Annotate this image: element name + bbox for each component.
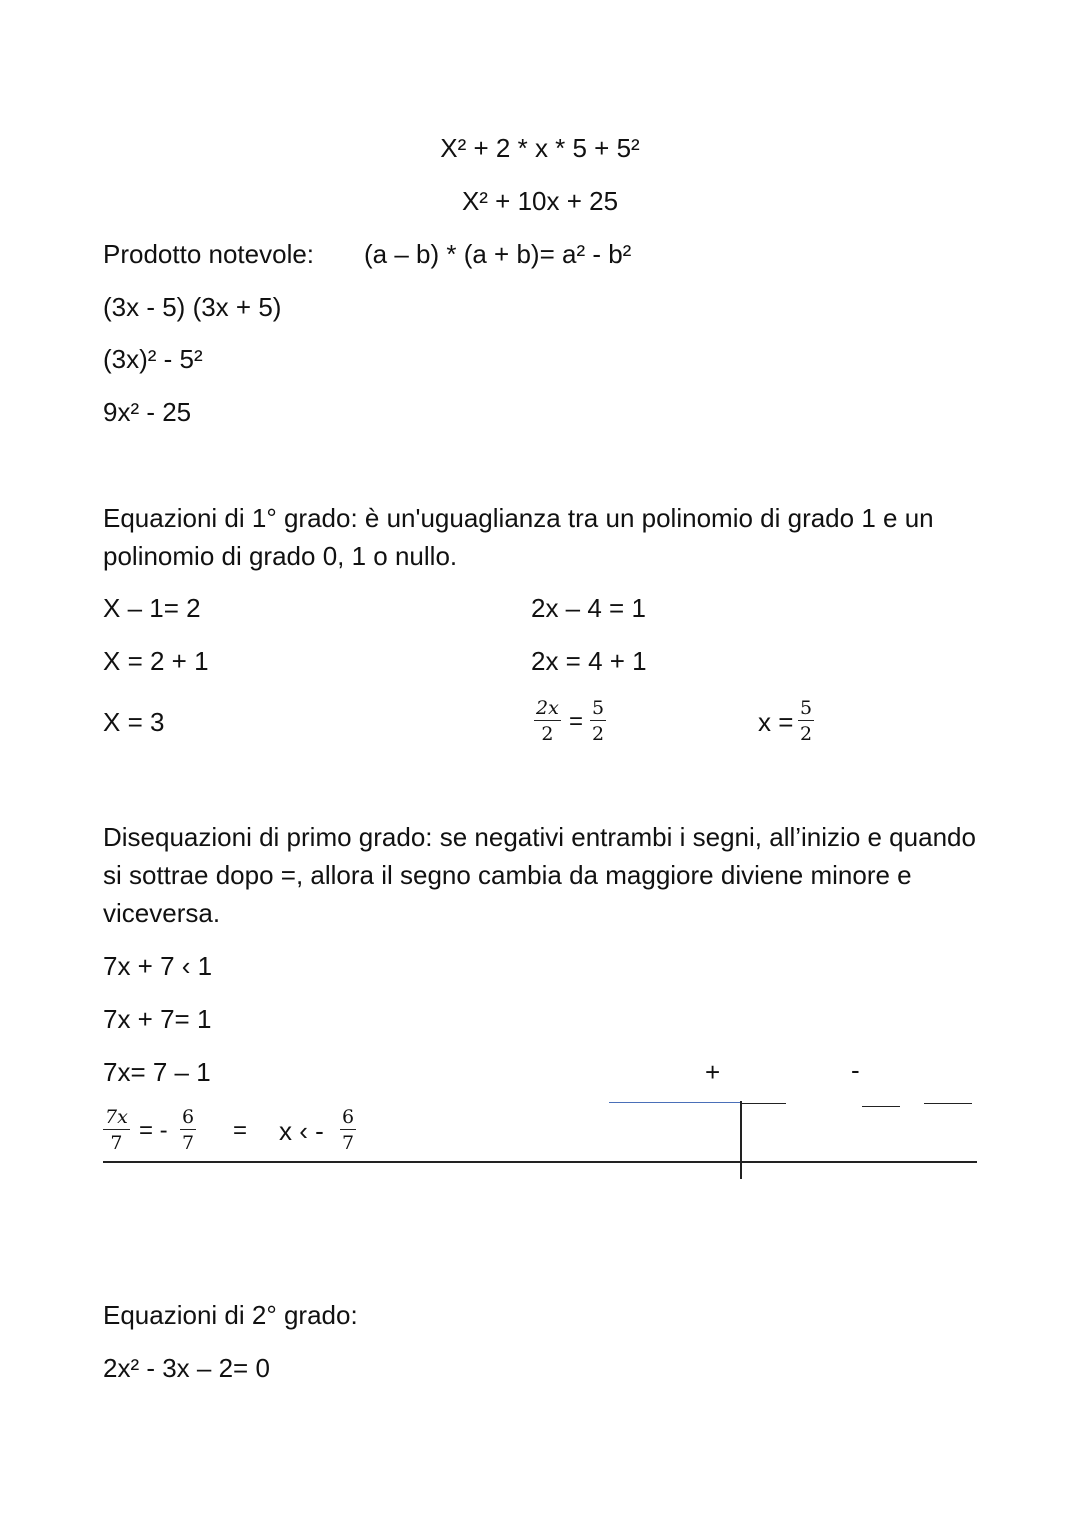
sign-chart-dash-1 bbox=[862, 1106, 900, 1107]
fraction-denominator: 7 bbox=[342, 1132, 355, 1154]
first-degree-left-3: X = 3 bbox=[103, 707, 165, 737]
result-fraction-6-over-7 bbox=[340, 1106, 356, 1154]
equals-minus: = - bbox=[139, 1117, 168, 1144]
notable-example-1: (3x - 5) (3x + 5) bbox=[103, 292, 282, 322]
fraction-numerator: 2x bbox=[536, 697, 559, 719]
second-degree-equation: 2x² - 3x – 2= 0 bbox=[103, 1353, 270, 1383]
sign-minus: - bbox=[851, 1055, 860, 1085]
notable-example-3: 9x² - 25 bbox=[103, 397, 192, 427]
fraction-numerator: 5 bbox=[592, 697, 605, 719]
second-degree-title: Equazioni di 2° grado: bbox=[103, 1300, 358, 1330]
first-degree-left-2: X = 2 + 1 bbox=[103, 646, 209, 676]
inequality-line-3: 7x= 7 – 1 bbox=[103, 1057, 211, 1087]
expansion-line-1: X² + 2 * x * 5 + 5² bbox=[440, 133, 640, 163]
fraction-denominator: 7 bbox=[182, 1132, 195, 1154]
notable-product-formula: (a – b) * (a + b)= a² - b² bbox=[364, 239, 632, 269]
inequality-definition: Disequazioni di primo grado: se negativi entrambi i segni, all’inizio e quando si sottrae dopo =, allora il segno cambia da maggiore diviene minore e viceversa. bbox=[103, 822, 976, 928]
result-label: x = bbox=[758, 707, 794, 737]
equals-sign-2: = bbox=[233, 1117, 248, 1144]
sign-plus: + bbox=[705, 1057, 721, 1087]
result-prefix: x ‹ - bbox=[279, 1116, 324, 1146]
fraction-numerator: 7x bbox=[105, 1106, 128, 1128]
fraction-denominator: 2 bbox=[592, 723, 605, 745]
first-degree-definition: Equazioni di 1° grado: è un'uguaglianza tra un polinomio di grado 1 e un polinomio di grado 0, 1 o nullo. bbox=[103, 503, 934, 571]
inequality-line-2: 7x + 7= 1 bbox=[103, 1004, 212, 1034]
fraction-5-over-2 bbox=[590, 697, 606, 745]
sign-chart-divider bbox=[740, 1101, 742, 1179]
sign-chart-dash-2 bbox=[924, 1103, 972, 1104]
expansion-line-2: X² + 10x + 25 bbox=[461, 186, 619, 216]
notable-example-2: (3x)² - 5² bbox=[103, 344, 203, 374]
fraction-denominator: 2 bbox=[800, 723, 813, 745]
result-fraction-5-over-2 bbox=[798, 697, 814, 745]
fraction-2x-over-2 bbox=[534, 697, 561, 745]
fraction-denominator: 7 bbox=[110, 1132, 123, 1154]
fraction-numerator: 6 bbox=[182, 1106, 195, 1128]
fraction-7x-over-7 bbox=[103, 1106, 130, 1154]
first-degree-left-1: X – 1= 2 bbox=[103, 593, 201, 623]
inequality-line-1: 7x + 7 ‹ 1 bbox=[103, 951, 213, 981]
sign-chart-positive-line bbox=[609, 1102, 742, 1103]
fraction-6-over-7 bbox=[180, 1106, 196, 1154]
number-line bbox=[103, 1161, 977, 1163]
first-degree-right-1: 2x – 4 = 1 bbox=[531, 593, 646, 623]
sign-chart-segment bbox=[742, 1103, 786, 1104]
fraction-numerator: 6 bbox=[342, 1106, 355, 1128]
fraction-numerator: 5 bbox=[800, 697, 813, 719]
fraction-denominator: 2 bbox=[541, 723, 554, 745]
first-degree-right-2: 2x = 4 + 1 bbox=[531, 646, 647, 676]
equals-sign: = bbox=[569, 708, 584, 735]
notable-product-label: Prodotto notevole: bbox=[103, 239, 315, 269]
